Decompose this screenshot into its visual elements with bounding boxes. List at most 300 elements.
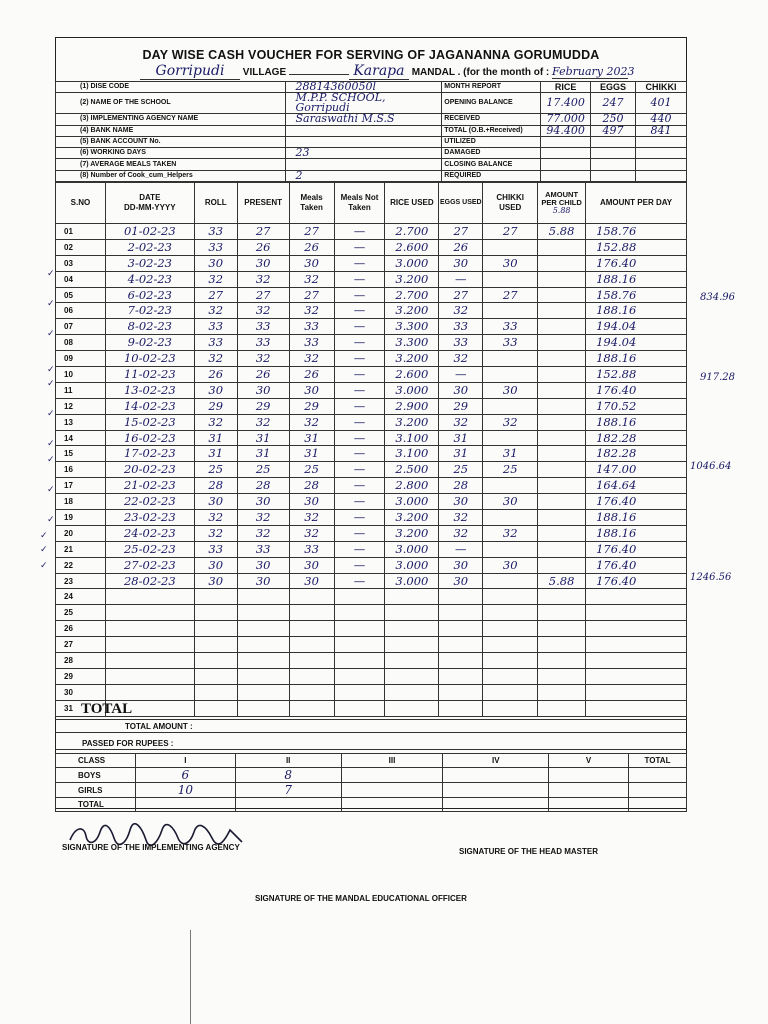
cell-meals: 33: [289, 541, 334, 557]
table-row: [56, 462, 687, 478]
boys-count: [629, 768, 687, 783]
cell-roll: 30: [194, 557, 237, 573]
girls-count: [549, 783, 629, 798]
cell-sno: 06: [56, 303, 106, 319]
cell-rice: [385, 637, 439, 653]
cell-eggs: [439, 684, 483, 700]
report-label: REQUIRED: [442, 170, 541, 181]
cell-apd: 194.04: [586, 335, 687, 351]
report-chikki: [636, 170, 687, 181]
passed-label: PASSED FOR RUPEES :: [82, 739, 174, 748]
mandal-value: Karapa: [349, 63, 409, 80]
cell-not: —: [334, 367, 385, 383]
cell-apc: [538, 541, 586, 557]
cell-meals: 32: [289, 414, 334, 430]
cell-meals: 32: [289, 303, 334, 319]
cell-not: —: [334, 398, 385, 414]
cell-present: 26: [237, 239, 289, 255]
cell-roll: 32: [194, 525, 237, 541]
cell-chikki: [483, 398, 538, 414]
cell-rice: 3.000: [385, 494, 439, 510]
cell-roll: 29: [194, 398, 237, 414]
cell-apd: 164.64: [586, 478, 687, 494]
cell-sno: 27: [56, 637, 106, 653]
cell-apc: [538, 367, 586, 383]
check-icon: ✓: [47, 408, 55, 418]
cell-apd: 188.16: [586, 351, 687, 367]
cell-roll: 33: [194, 239, 237, 255]
cell-rice: 2.600: [385, 239, 439, 255]
cell-eggs: 30: [439, 494, 483, 510]
cell-chikki: 30: [483, 255, 538, 271]
cell-apd: [586, 684, 687, 700]
cell-meals: 30: [289, 573, 334, 589]
cell-not: —: [334, 255, 385, 271]
cell-apd: 158.76: [586, 287, 687, 303]
cell-chikki: [483, 430, 538, 446]
cell-eggs: —: [439, 541, 483, 557]
cell-sno: 16: [56, 462, 106, 478]
cell-chikki: [483, 271, 538, 287]
cell-present: [237, 605, 289, 621]
table-row: [56, 605, 687, 621]
cell-not: [334, 605, 385, 621]
cell-roll: 26: [194, 367, 237, 383]
cell-roll: 33: [194, 335, 237, 351]
cell-present: 26: [237, 367, 289, 383]
info-row: [56, 148, 687, 159]
report-label: TOTAL (O.B.+Received): [442, 125, 541, 136]
cell-eggs: 27: [439, 287, 483, 303]
cell-rice: 3.000: [385, 557, 439, 573]
cell-present: 32: [237, 510, 289, 526]
col-chikki-used: CHIKKI USED: [483, 183, 538, 224]
cell-present: 32: [237, 525, 289, 541]
cell-meals: 33: [289, 319, 334, 335]
report-header: RICE: [541, 82, 591, 93]
cell-meals: 29: [289, 398, 334, 414]
cell-present: 30: [237, 573, 289, 589]
cell-present: 32: [237, 303, 289, 319]
cell-eggs: [439, 589, 483, 605]
cell-not: [334, 589, 385, 605]
cell-apc: [538, 684, 586, 700]
cell-roll: 32: [194, 510, 237, 526]
cell-apc: [538, 414, 586, 430]
cell-present: 30: [237, 494, 289, 510]
boys-count: [549, 768, 629, 783]
cell-eggs: 30: [439, 573, 483, 589]
cell-roll: 27: [194, 287, 237, 303]
class-header-row: [56, 754, 687, 768]
report-rice: 17.400: [541, 93, 591, 114]
sig-agency: SIGNATURE OF THE IMPLEMENTING AGENCY: [62, 843, 240, 852]
table-row: [56, 335, 687, 351]
report-chikki: [636, 148, 687, 159]
col-amount-per-child: AMOUNT PER CHILD 5.88: [538, 183, 586, 224]
cell-not: —: [334, 382, 385, 398]
cell-roll: 28: [194, 478, 237, 494]
cell-roll: [194, 668, 237, 684]
cell-roll: [194, 621, 237, 637]
cell-present: 30: [237, 255, 289, 271]
cell-apd: 176.40: [586, 255, 687, 271]
report-label: CLOSING BALANCE: [442, 159, 541, 170]
cell-sno: 23: [56, 573, 106, 589]
cell-apd: 147.00: [586, 462, 687, 478]
report-rice: [541, 159, 591, 170]
table-row: [56, 224, 687, 240]
boys-count: [443, 768, 549, 783]
cell-chikki: [483, 621, 538, 637]
cell-apc: [538, 478, 586, 494]
info-value: 28814360050l: [285, 82, 442, 93]
cell-present: 28: [237, 478, 289, 494]
cell-rice: 3.100: [385, 446, 439, 462]
cell-date: 10-02-23: [105, 351, 194, 367]
cell-rice: 2.600: [385, 367, 439, 383]
info-label: (4) BANK NAME: [56, 125, 286, 136]
cell-not: [334, 668, 385, 684]
cell-sno: 18: [56, 494, 106, 510]
cell-apc: [538, 319, 586, 335]
cell-eggs: 32: [439, 351, 483, 367]
cell-date: [105, 589, 194, 605]
margin-subtotal: 834.96: [700, 292, 735, 303]
cell-apc: [538, 239, 586, 255]
cell-eggs: 26: [439, 239, 483, 255]
cell-apd: 158.76: [586, 224, 687, 240]
cell-apd: [586, 621, 687, 637]
cell-apc: [538, 589, 586, 605]
table-row: [56, 525, 687, 541]
report-chikki: [636, 159, 687, 170]
cell-eggs: [439, 621, 483, 637]
report-eggs: [591, 170, 636, 181]
cell-rice: 3.200: [385, 303, 439, 319]
cell-eggs: —: [439, 367, 483, 383]
cell-meals: 30: [289, 382, 334, 398]
cell-rice: 3.100: [385, 430, 439, 446]
class-header: CLASS: [56, 754, 136, 768]
cell-not: —: [334, 224, 385, 240]
girls-count: [341, 783, 443, 798]
cell-apd: 194.04: [586, 319, 687, 335]
mandal-label: MANDAL . (for the month of :: [411, 67, 550, 78]
table-row: [56, 668, 687, 684]
cell-date: 20-02-23: [105, 462, 194, 478]
cell-apd: [586, 668, 687, 684]
cell-sno: 30: [56, 684, 106, 700]
cell-eggs: [439, 653, 483, 669]
cell-not: —: [334, 446, 385, 462]
cell-roll: 31: [194, 446, 237, 462]
report-rice: [541, 170, 591, 181]
cell-rice: [385, 589, 439, 605]
cell-present: [237, 589, 289, 605]
info-row: [56, 159, 687, 170]
cell-rice: 2.800: [385, 478, 439, 494]
report-chikki: 440: [636, 114, 687, 125]
report-rice: 77.000: [541, 114, 591, 125]
cell-meals: 32: [289, 271, 334, 287]
cell-present: [237, 621, 289, 637]
cell-apc: [538, 510, 586, 526]
cell-date: 4-02-23: [105, 271, 194, 287]
cell-roll: 31: [194, 430, 237, 446]
cell-date: 16-02-23: [105, 430, 194, 446]
cell-eggs: 29: [439, 398, 483, 414]
check-icon: ✓: [40, 544, 48, 554]
info-value: [285, 159, 442, 170]
cell-roll: 33: [194, 541, 237, 557]
info-value: M.P.P. SCHOOL, Gorripudi: [285, 93, 442, 114]
table-row: [56, 303, 687, 319]
table-row: [56, 494, 687, 510]
cell-apd: 188.16: [586, 510, 687, 526]
cell-chikki: [483, 605, 538, 621]
info-row: [56, 114, 687, 125]
table-row: [56, 510, 687, 526]
cell-rice: [385, 653, 439, 669]
report-header: MONTH REPORT: [442, 82, 541, 93]
margin-subtotal: 1246.56: [690, 572, 732, 583]
info-label: (7) AVERAGE MEALS TAKEN: [56, 159, 286, 170]
cell-apc: [538, 525, 586, 541]
cell-rice: 3.300: [385, 335, 439, 351]
col-meals-not-taken: Meals Not Taken: [334, 183, 385, 224]
school-info-table: [55, 81, 687, 182]
cell-date: 14-02-23: [105, 398, 194, 414]
table-row: [56, 319, 687, 335]
cell-eggs: 33: [439, 319, 483, 335]
cell-rice: 3.000: [385, 573, 439, 589]
report-eggs: [591, 148, 636, 159]
cell-rice: 3.000: [385, 255, 439, 271]
cell-apc: [538, 494, 586, 510]
cell-sno: 29: [56, 668, 106, 684]
cell-sno: 31: [56, 700, 106, 716]
cell-chikki: [483, 637, 538, 653]
report-header: EGGS: [591, 82, 636, 93]
cell-meals: 31: [289, 446, 334, 462]
info-row: [56, 170, 687, 181]
table-row: [56, 478, 687, 494]
cell-not: —: [334, 239, 385, 255]
cell-meals: 25: [289, 462, 334, 478]
check-icon: ✓: [40, 560, 48, 570]
report-rice: [541, 136, 591, 147]
col-meals-taken: Meals Taken: [289, 183, 334, 224]
cell-apd: 188.16: [586, 271, 687, 287]
total-amount-label: TOTAL AMOUNT :: [125, 722, 193, 731]
cell-eggs: [439, 637, 483, 653]
cell-not: —: [334, 510, 385, 526]
cell-sno: 17: [56, 478, 106, 494]
cell-rice: [385, 605, 439, 621]
cell-meals: 26: [289, 239, 334, 255]
cell-chikki: 30: [483, 494, 538, 510]
cell-not: —: [334, 414, 385, 430]
cell-meals: 26: [289, 367, 334, 383]
info-label: (6) WORKING DAYS: [56, 148, 286, 159]
class-total-row: [56, 798, 687, 812]
month-value: February 2023: [552, 65, 635, 78]
cell-apd: 152.88: [586, 367, 687, 383]
cell-meals: [289, 621, 334, 637]
report-header: CHIKKI: [636, 82, 687, 93]
cell-sno: 05: [56, 287, 106, 303]
cell-present: 30: [237, 382, 289, 398]
cell-rice: 3.200: [385, 351, 439, 367]
boys-count: 6: [135, 768, 235, 783]
report-rice: [541, 148, 591, 159]
table-row: [56, 446, 687, 462]
class-header: III: [341, 754, 443, 768]
girls-count: [629, 783, 687, 798]
table-row: [56, 637, 687, 653]
class-strength-table: [55, 753, 687, 812]
cell-apc: [538, 351, 586, 367]
cell-rice: 3.200: [385, 510, 439, 526]
cell-roll: [194, 653, 237, 669]
cell-apc: [538, 557, 586, 573]
class-header: V: [549, 754, 629, 768]
cell-chikki: [483, 478, 538, 494]
cell-eggs: 33: [439, 335, 483, 351]
table-row: [56, 541, 687, 557]
village-value: Gorripudi: [140, 63, 240, 80]
cell-not: —: [334, 430, 385, 446]
cell-sno: 03: [56, 255, 106, 271]
cell-present: 33: [237, 335, 289, 351]
cell-sno: 12: [56, 398, 106, 414]
info-value: Saraswathi M.S.S: [285, 114, 442, 125]
cell-apc: [538, 462, 586, 478]
cell-apd: 188.16: [586, 414, 687, 430]
girls-label: GIRLS: [56, 783, 136, 798]
report-chikki: 401: [636, 93, 687, 114]
cell-date: 25-02-23: [105, 541, 194, 557]
table-row: [56, 573, 687, 589]
margin-subtotal: 917.28: [700, 372, 735, 383]
cell-apc: [538, 303, 586, 319]
report-label: OPENING BALANCE: [442, 93, 541, 114]
cell-present: 25: [237, 462, 289, 478]
cell-date: 11-02-23: [105, 367, 194, 383]
cell-present: 29: [237, 398, 289, 414]
cell-rice: 3.200: [385, 271, 439, 287]
cell-sno: 13: [56, 414, 106, 430]
table-row: [56, 653, 687, 669]
cell-rice: 2.700: [385, 287, 439, 303]
cell-rice: 2.900: [385, 398, 439, 414]
table-row: [56, 271, 687, 287]
info-label: (2) NAME OF THE SCHOOL: [56, 93, 286, 114]
cell-sno: 01: [56, 224, 106, 240]
col-present: PRESENT: [237, 183, 289, 224]
cell-roll: 30: [194, 494, 237, 510]
check-icon: ✓: [47, 378, 55, 388]
report-eggs: [591, 159, 636, 170]
cell-not: —: [334, 351, 385, 367]
cell-sno: 26: [56, 621, 106, 637]
village-label: VILLAGE: [242, 67, 287, 78]
table-row: [56, 398, 687, 414]
girls-count: 7: [235, 783, 341, 798]
cell-roll: 32: [194, 351, 237, 367]
cell-present: 32: [237, 271, 289, 287]
check-icon: ✓: [47, 438, 55, 448]
cell-meals: [289, 668, 334, 684]
cell-date: 24-02-23: [105, 525, 194, 541]
form-title: DAY WISE CASH VOUCHER FOR SERVING OF JAGANANNA GORUMUDDA: [142, 48, 600, 62]
cell-rice: [385, 621, 439, 637]
cell-apc: [538, 653, 586, 669]
cell-sno: 22: [56, 557, 106, 573]
cell-roll: [194, 589, 237, 605]
cell-present: 33: [237, 319, 289, 335]
cell-meals: 32: [289, 510, 334, 526]
info-label: (5) BANK ACCOUNT No.: [56, 136, 286, 147]
cell-date: 23-02-23: [105, 510, 194, 526]
cell-rice: [385, 668, 439, 684]
cell-meals: 30: [289, 494, 334, 510]
cell-apd: [586, 637, 687, 653]
cell-meals: 27: [289, 224, 334, 240]
cell-rice: [385, 684, 439, 700]
cell-apc: [538, 446, 586, 462]
info-row: [56, 125, 687, 136]
cell-roll: 25: [194, 462, 237, 478]
cell-not: [334, 684, 385, 700]
cell-chikki: [483, 541, 538, 557]
cell-apd: 176.40: [586, 382, 687, 398]
col-date: DATE DD-MM-YYYY: [105, 183, 194, 224]
report-label: DAMAGED: [442, 148, 541, 159]
cell-meals: [289, 589, 334, 605]
cell-date: 7-02-23: [105, 303, 194, 319]
girls-count: [443, 783, 549, 798]
total-amount-row: [55, 720, 687, 733]
cell-rice: 2.700: [385, 224, 439, 240]
cell-meals: [289, 637, 334, 653]
check-icon: ✓: [40, 530, 48, 540]
cell-eggs: [439, 668, 483, 684]
cell-sno: 10: [56, 367, 106, 383]
cell-sno: 28: [56, 653, 106, 669]
cell-date: [105, 684, 194, 700]
passed-row: [55, 737, 687, 750]
cell-apc: 5.88: [538, 573, 586, 589]
info-row: [56, 136, 687, 147]
cell-meals: 31: [289, 430, 334, 446]
info-label: (3) IMPLEMENTING AGENCY NAME: [56, 114, 286, 125]
report-eggs: 497: [591, 125, 636, 136]
cell-meals: 32: [289, 525, 334, 541]
cell-date: 2-02-23: [105, 239, 194, 255]
cell-present: [237, 637, 289, 653]
cell-chikki: 27: [483, 287, 538, 303]
cell-meals: 30: [289, 255, 334, 271]
cell-rice: 3.200: [385, 525, 439, 541]
cell-chikki: [483, 239, 538, 255]
cell-apc: [538, 668, 586, 684]
cell-roll: 32: [194, 271, 237, 287]
cell-chikki: 31: [483, 446, 538, 462]
cell-apc: [538, 430, 586, 446]
col-sno: S.NO: [56, 183, 106, 224]
